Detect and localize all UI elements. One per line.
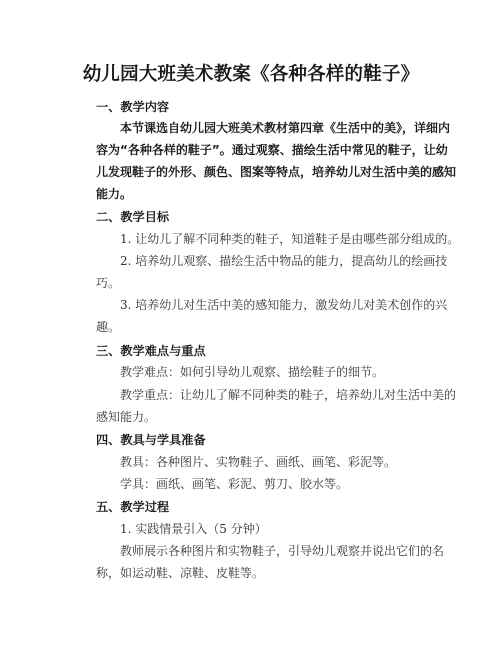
item-line: 教学重点：让幼儿了解不同种类的鞋子，培养幼儿对生活中美的 — [120, 388, 457, 402]
item-line: 1. 实践情景引入（5 分钟） — [120, 522, 267, 536]
section-content-paragraph — [96, 117, 457, 205]
focus-key-point — [96, 384, 457, 428]
section-heading-focus: 三、教学难点与重点 — [96, 344, 206, 358]
objective-item-3 — [96, 294, 448, 338]
objective-item-2 — [96, 250, 448, 294]
item-line: 3. 培养幼儿对生活中美的感知能力，激发幼儿对美术创作的兴 — [120, 298, 448, 312]
paragraph-line: 能力。 — [96, 187, 133, 201]
section-heading-objectives: 二、教学目标 — [96, 210, 170, 224]
materials-student — [96, 473, 418, 495]
document-title: 幼儿园大班美术教案《各种各样的鞋子》 — [82, 64, 420, 85]
item-line: 学具：画纸、画笔、彩泥、剪刀、胶水等。 — [120, 477, 349, 491]
paragraph-line: 容为“各种各样的鞋子”。通过观察、描绘生活中常见的鞋子，让幼 — [96, 143, 448, 157]
item-line: 教学难点：如何引导幼儿观察、描绘鞋子的细节。 — [120, 365, 385, 379]
item-line: 2. 培养幼儿观察、描绘生活中物品的能力，提高幼儿的绘画技 — [120, 254, 448, 268]
item-line: 趣。 — [96, 320, 121, 334]
paragraph-line: 本节课选自幼儿园大班美术教材第四章《生活中的美》，详细内 — [120, 121, 451, 135]
item-line: 巧。 — [96, 276, 121, 290]
item-line: 教具：各种图片、实物鞋子、画纸、画笔、彩泥等。 — [120, 455, 397, 469]
section-heading-content: 一、教学内容 — [96, 100, 170, 114]
item-line: 1. 让幼儿了解不同种类的鞋子，知道鞋子是由哪些部分组成的。 — [120, 232, 460, 246]
objective-item-1 — [96, 228, 460, 250]
item-line: 称，如运动鞋、凉鞋、皮鞋等。 — [96, 566, 265, 580]
item-line: 教师展示各种图片和实物鞋子，引导幼儿观察并说出它们的名 — [120, 544, 445, 558]
process-step-1 — [96, 518, 418, 540]
paragraph-line: 儿发现鞋子的外形、颜色、图案等特点，培养幼儿对生活中美的感知 — [96, 165, 457, 179]
focus-difficulty — [96, 361, 418, 383]
section-heading-process: 五、教学过程 — [96, 500, 170, 514]
materials-teacher — [96, 451, 418, 473]
process-step-1-detail — [96, 540, 445, 584]
section-heading-materials: 四、教具与学具准备 — [96, 433, 206, 447]
item-line: 感知能力。 — [96, 410, 157, 424]
